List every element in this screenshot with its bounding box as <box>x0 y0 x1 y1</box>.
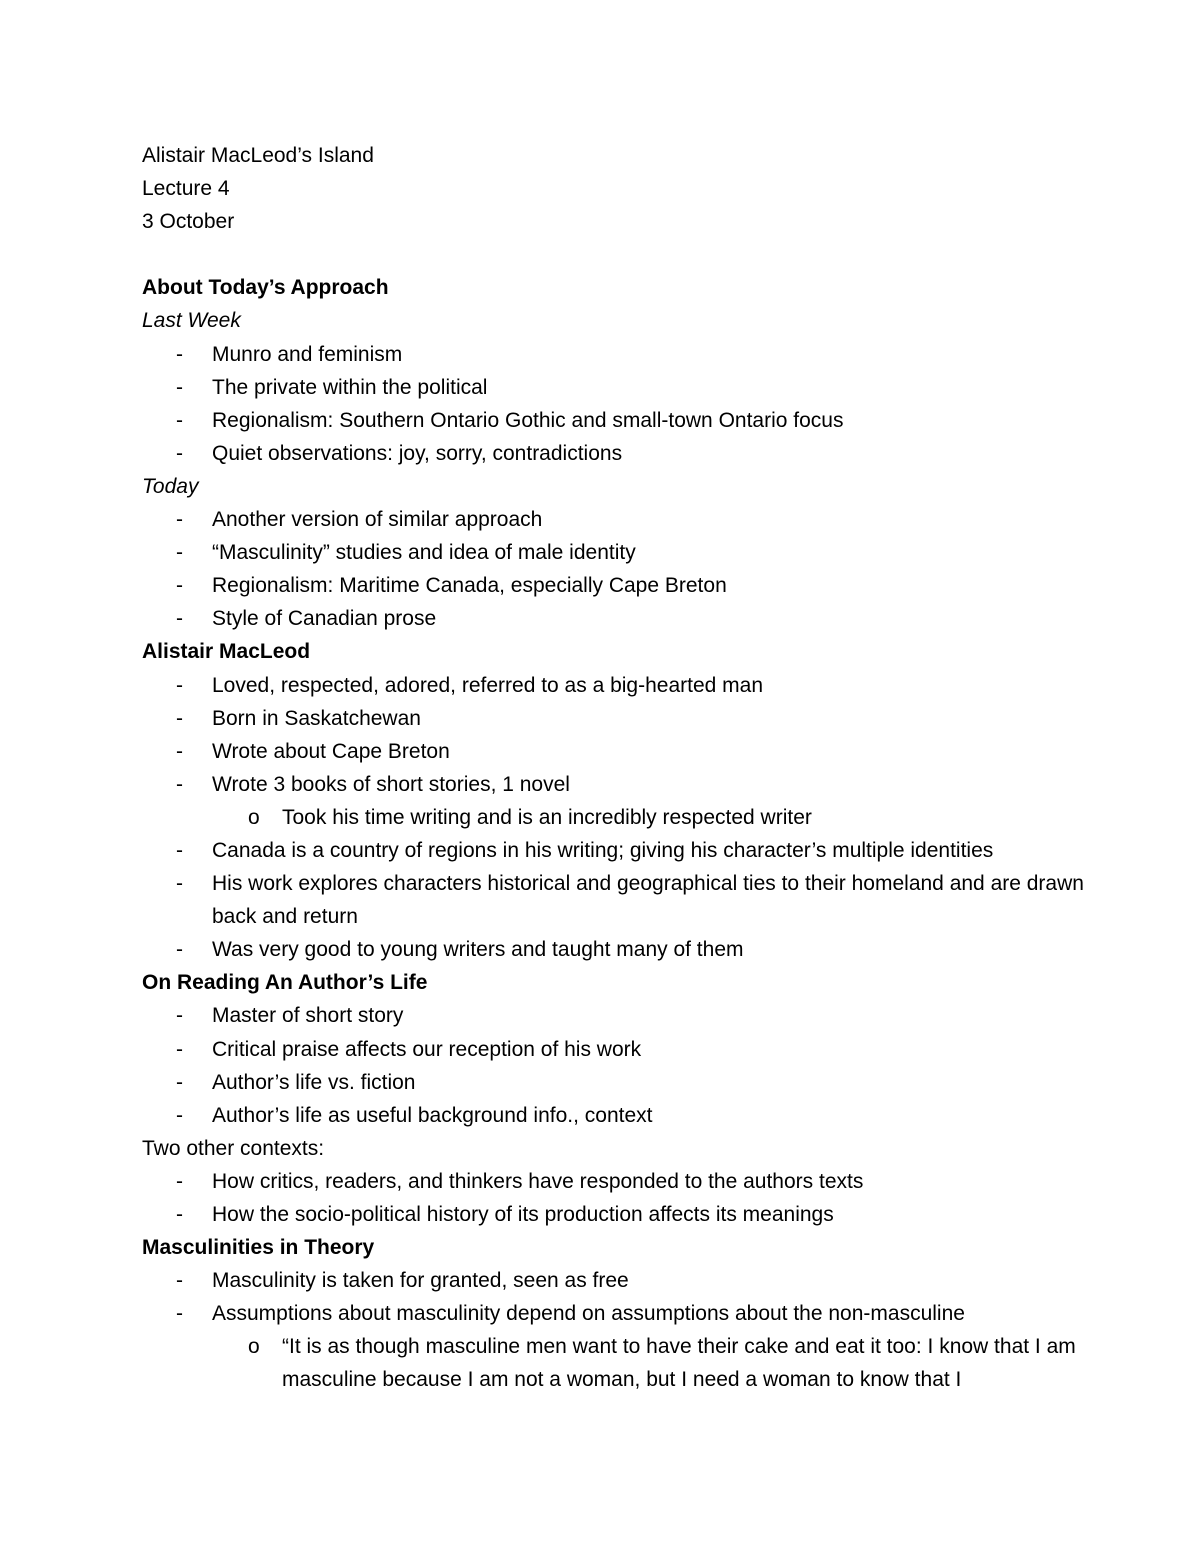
dash-marker: - <box>176 541 183 565</box>
dash-marker: - <box>176 1169 183 1193</box>
sub-bullet-item <box>142 801 1122 834</box>
bullet-item <box>142 1033 1122 1066</box>
bullet-item <box>142 1198 1122 1231</box>
sub-bullet-item <box>142 1330 1122 1396</box>
sub-bullet-text: Took his time writing and is an incredibly respected writer <box>282 805 812 829</box>
dash-marker: - <box>176 1203 183 1226</box>
bullet-text: How critics, readers, and thinkers have responded to the authors texts <box>212 1169 864 1193</box>
dash-marker: - <box>176 772 183 796</box>
bullet-item <box>142 867 1122 933</box>
bullet-text: Wrote 3 books of short stories, 1 novel <box>212 772 570 796</box>
blank-line <box>142 238 1122 271</box>
dash-marker: - <box>176 938 183 962</box>
dash-marker: - <box>176 872 183 896</box>
dash-marker: - <box>176 706 183 730</box>
bullet-item <box>142 404 1122 437</box>
bullet-text: Regionalism: Maritime Canada, especially Cape Breton <box>212 574 727 598</box>
bullet-item <box>142 1099 1122 1132</box>
section-heading-approach: About Today’s Approach <box>142 276 389 300</box>
bullet-text: The private within the political <box>212 375 488 399</box>
dash-marker: - <box>176 375 183 399</box>
dash-marker: - <box>176 408 183 432</box>
bullet-item <box>142 371 1122 404</box>
dash-marker: - <box>176 1269 183 1293</box>
circle-marker: o <box>248 1335 260 1359</box>
bullet-text: Quiet observations: joy, sorry, contradictions <box>212 441 623 465</box>
dash-marker: - <box>176 1103 183 1127</box>
dash-marker: - <box>176 1302 183 1326</box>
bullet-item <box>142 1165 1122 1198</box>
bullet-item <box>142 702 1122 735</box>
bullet-text: Was very good to young writers and taught many of them <box>212 938 744 962</box>
section-heading-author: Alistair MacLeod <box>142 640 311 664</box>
lecture-number: Lecture 4 <box>142 177 230 201</box>
bullet-item <box>142 437 1122 470</box>
subheading-today: Today <box>142 474 199 498</box>
bullet-text: Assumptions about masculinity depend on assumptions about the non-masculine <box>212 1302 965 1326</box>
bullet-item <box>142 569 1122 602</box>
bullet-item <box>142 735 1122 768</box>
bullet-item <box>142 602 1122 635</box>
bullet-text: Author’s life vs. fiction <box>212 1070 416 1094</box>
bullet-text: Regionalism: Southern Ontario Gothic and small-town Ontario focus <box>212 408 844 432</box>
bullet-item <box>142 933 1122 966</box>
dash-marker: - <box>176 838 183 862</box>
bullet-text: Masculinity is taken for granted, seen as free <box>212 1269 629 1293</box>
dash-marker: - <box>176 1037 183 1061</box>
sub-bullet-text: “It is as though masculine men want to have their cake and eat it too: I know that I am masculine because I am not a woman, but I need a woman to know that I <box>282 1335 1076 1392</box>
dash-marker: - <box>176 1070 183 1094</box>
circle-marker: o <box>248 805 260 829</box>
dash-marker: - <box>176 342 183 366</box>
section-heading-masculinities: Masculinities in Theory <box>142 1236 375 1260</box>
dash-marker: - <box>176 574 183 598</box>
bullet-text: Another version of similar approach <box>212 508 543 532</box>
bullet-item <box>142 338 1122 371</box>
bullet-item <box>142 1066 1122 1099</box>
dash-marker: - <box>176 441 183 465</box>
bullet-item <box>142 768 1122 801</box>
dash-marker: - <box>176 508 183 532</box>
lecture-date: 3 October <box>142 210 235 234</box>
dash-marker: - <box>176 1004 183 1028</box>
document-page <box>142 139 1122 1397</box>
dash-marker: - <box>176 607 183 631</box>
section-heading-reading: On Reading An Author’s Life <box>142 971 428 995</box>
bullet-text: How the socio-political history of its production affects its meanings <box>212 1203 834 1226</box>
bullet-text: Critical praise affects our reception of his work <box>212 1037 642 1061</box>
bullet-item <box>142 834 1122 867</box>
bullet-item <box>142 1264 1122 1297</box>
bullet-item <box>142 1297 1122 1330</box>
document-title: Alistair MacLeod’s Island <box>142 144 374 167</box>
bullet-item <box>142 536 1122 569</box>
bullet-text: His work explores characters historical and geographical ties to their homeland and are drawn back and return <box>212 872 1084 929</box>
bullet-text: Style of Canadian prose <box>212 607 437 631</box>
bullet-item <box>142 503 1122 536</box>
bullet-text: Loved, respected, adored, referred to as a big-hearted man <box>212 673 764 697</box>
bullet-item <box>142 669 1122 702</box>
bullet-text: Author’s life as useful background info., context <box>212 1103 653 1127</box>
subheading-last-week: Last Week <box>142 309 241 333</box>
bullet-text: Munro and feminism <box>212 342 403 366</box>
bullet-text: Born in Saskatchewan <box>212 706 421 730</box>
dash-marker: - <box>176 739 183 763</box>
bullet-text: “Masculinity” studies and idea of male identity <box>212 541 636 565</box>
bullet-text: Wrote about Cape Breton <box>212 739 450 763</box>
dash-marker: - <box>176 673 183 697</box>
bullet-item <box>142 999 1122 1032</box>
bullet-text: Master of short story <box>212 1004 404 1028</box>
contexts-label: Two other contexts: <box>142 1136 325 1160</box>
bullet-text: Canada is a country of regions in his writing; giving his character’s multiple identities <box>212 838 994 862</box>
